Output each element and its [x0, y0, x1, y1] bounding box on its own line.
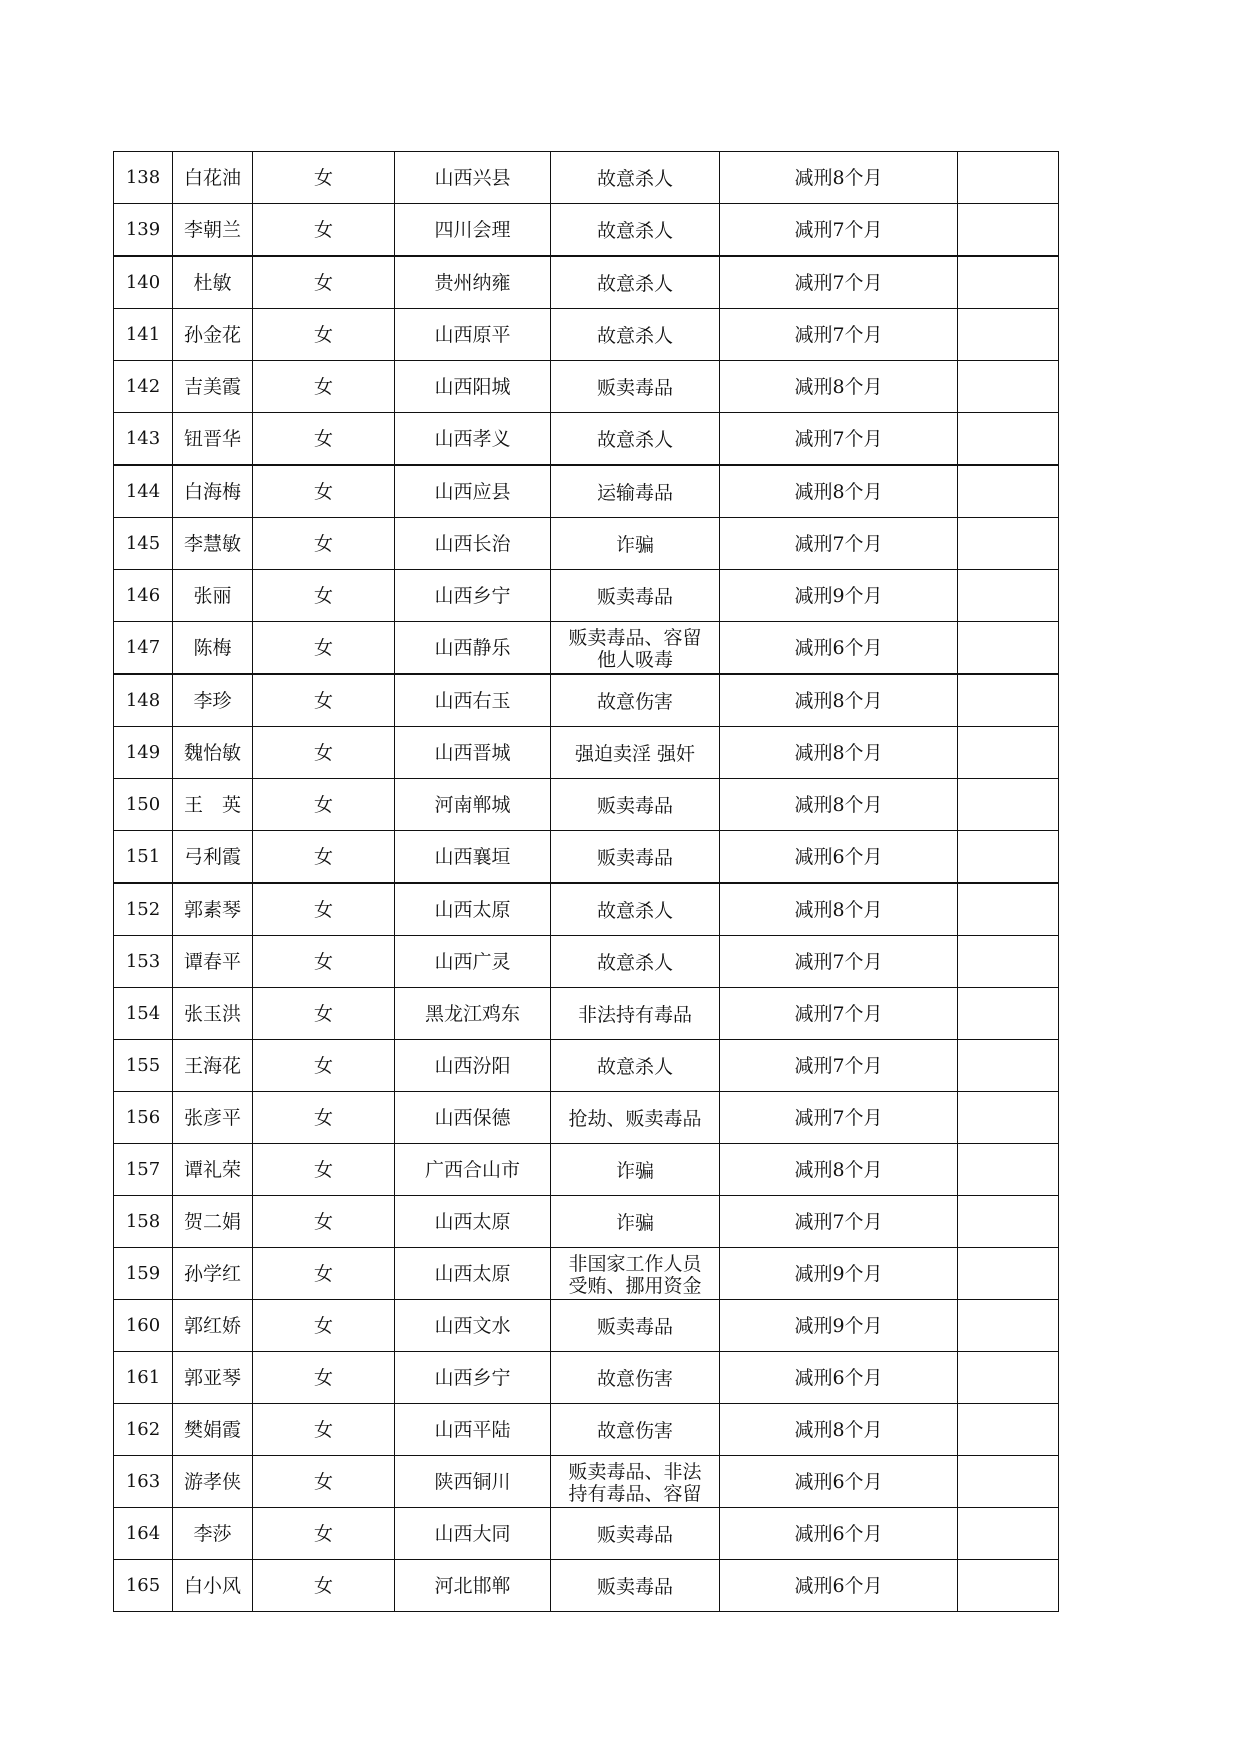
- crime-text: 贩卖毒品: [596, 585, 673, 608]
- row-number-cell: 158: [114, 1196, 173, 1248]
- remark-cell: [958, 622, 1059, 675]
- name-cell: 李朝兰: [173, 204, 253, 257]
- crime-text: 故意杀人: [596, 1055, 673, 1078]
- crime-text: 非国家工作人员受贿、挪用资金: [568, 1252, 702, 1297]
- name-cell: 李慧敏: [173, 518, 253, 570]
- table-row: [114, 883, 1059, 936]
- row-number-cell: 140: [114, 256, 173, 309]
- crime-text: 故意杀人: [596, 428, 673, 451]
- gender-cell: 女: [253, 1300, 395, 1352]
- crime-cell: [551, 361, 720, 413]
- crime-cell: [551, 1456, 720, 1508]
- name-cell: 孙金花: [173, 309, 253, 361]
- remark-cell: [958, 518, 1059, 570]
- name-cell: 谭春平: [173, 936, 253, 988]
- remark-cell: [958, 1508, 1059, 1560]
- remark-cell: [958, 727, 1059, 779]
- remark-cell: [958, 779, 1059, 831]
- remark-cell: [958, 309, 1059, 361]
- gender-cell: 女: [253, 1248, 395, 1300]
- crime-cell: [551, 1352, 720, 1404]
- origin-cell: 山西太原: [395, 883, 551, 936]
- reduction-cell: 减刑7个月: [720, 936, 958, 988]
- table-row: [114, 674, 1059, 727]
- table-row: [114, 1144, 1059, 1196]
- name-cell: 孙学红: [173, 1248, 253, 1300]
- reduction-cell: 减刑9个月: [720, 1248, 958, 1300]
- crime-cell: [551, 1092, 720, 1144]
- gender-cell: 女: [253, 570, 395, 622]
- name-cell: 郭素琴: [173, 883, 253, 936]
- table-row: [114, 1092, 1059, 1144]
- table-row: [114, 1508, 1059, 1560]
- row-number-cell: 139: [114, 204, 173, 257]
- crime-text: 贩卖毒品: [596, 1575, 673, 1598]
- origin-cell: 山西右玉: [395, 674, 551, 727]
- gender-cell: 女: [253, 1144, 395, 1196]
- reduction-cell: 减刑9个月: [720, 1300, 958, 1352]
- reduction-cell: 减刑7个月: [720, 413, 958, 466]
- reduction-cell: 减刑8个月: [720, 152, 958, 204]
- gender-cell: 女: [253, 204, 395, 257]
- crime-cell: [551, 309, 720, 361]
- remark-cell: [958, 1300, 1059, 1352]
- crime-text: 贩卖毒品: [596, 794, 673, 817]
- origin-cell: 山西保德: [395, 1092, 551, 1144]
- row-number-cell: 159: [114, 1248, 173, 1300]
- crime-cell: [551, 1560, 720, 1612]
- crime-text: 贩卖毒品: [596, 376, 673, 399]
- crime-cell: [551, 727, 720, 779]
- row-number-cell: 145: [114, 518, 173, 570]
- table-row: [114, 1352, 1059, 1404]
- reduction-cell: 减刑6个月: [720, 1560, 958, 1612]
- table-row: [114, 204, 1059, 257]
- table-row: [114, 413, 1059, 466]
- crime-text: 强迫卖淫 强奸: [574, 742, 696, 765]
- gender-cell: 女: [253, 309, 395, 361]
- crime-text: 贩卖毒品、容留他人吸毒: [568, 626, 702, 671]
- reduction-cell: 减刑6个月: [720, 831, 958, 884]
- reduction-cell: 减刑7个月: [720, 309, 958, 361]
- gender-cell: 女: [253, 1508, 395, 1560]
- gender-cell: 女: [253, 361, 395, 413]
- origin-cell: 山西兴县: [395, 152, 551, 204]
- name-cell: 游孝侠: [173, 1456, 253, 1508]
- name-cell: 弓利霞: [173, 831, 253, 884]
- reduction-cell: 减刑6个月: [720, 1508, 958, 1560]
- name-cell: 樊娟霞: [173, 1404, 253, 1456]
- reduction-cell: 减刑8个月: [720, 727, 958, 779]
- row-number-cell: 148: [114, 674, 173, 727]
- reduction-cell: 减刑8个月: [720, 674, 958, 727]
- row-number-cell: 162: [114, 1404, 173, 1456]
- table-row: [114, 1248, 1059, 1300]
- reduction-cell: 减刑7个月: [720, 256, 958, 309]
- row-number-cell: 150: [114, 779, 173, 831]
- name-cell: 谭礼荣: [173, 1144, 253, 1196]
- crime-text: 故意杀人: [596, 324, 673, 347]
- gender-cell: 女: [253, 518, 395, 570]
- row-number-cell: 141: [114, 309, 173, 361]
- table-row: [114, 570, 1059, 622]
- origin-cell: 山西静乐: [395, 622, 551, 675]
- table-row: [114, 1040, 1059, 1092]
- gender-cell: 女: [253, 1456, 395, 1508]
- crime-cell: [551, 1196, 720, 1248]
- reduction-cell: 减刑7个月: [720, 518, 958, 570]
- row-number-cell: 149: [114, 727, 173, 779]
- table-row: [114, 1456, 1059, 1508]
- remark-cell: [958, 1040, 1059, 1092]
- reduction-cell: 减刑8个月: [720, 1144, 958, 1196]
- name-cell: 张玉洪: [173, 988, 253, 1040]
- name-cell: 白花油: [173, 152, 253, 204]
- crime-cell: [551, 936, 720, 988]
- row-number-cell: 163: [114, 1456, 173, 1508]
- origin-cell: 山西阳城: [395, 361, 551, 413]
- name-cell: 郭亚琴: [173, 1352, 253, 1404]
- gender-cell: 女: [253, 1040, 395, 1092]
- remark-cell: [958, 1248, 1059, 1300]
- origin-cell: 山西晋城: [395, 727, 551, 779]
- origin-cell: 山西原平: [395, 309, 551, 361]
- origin-cell: 黑龙江鸡东: [395, 988, 551, 1040]
- crime-cell: [551, 622, 720, 675]
- origin-cell: 河北邯郸: [395, 1560, 551, 1612]
- origin-cell: 山西乡宁: [395, 1352, 551, 1404]
- table-row: [114, 727, 1059, 779]
- name-cell: 贺二娟: [173, 1196, 253, 1248]
- remark-cell: [958, 1352, 1059, 1404]
- crime-text: 运输毒品: [596, 481, 673, 504]
- remark-cell: [958, 256, 1059, 309]
- table-row: [114, 361, 1059, 413]
- table-row: [114, 256, 1059, 309]
- name-cell: 陈梅: [173, 622, 253, 675]
- remark-cell: [958, 413, 1059, 466]
- remark-cell: [958, 1456, 1059, 1508]
- origin-cell: 山西平陆: [395, 1404, 551, 1456]
- table-row: [114, 779, 1059, 831]
- gender-cell: 女: [253, 622, 395, 675]
- crime-text: 诈骗: [615, 1159, 654, 1182]
- gender-cell: 女: [253, 1560, 395, 1612]
- origin-cell: 山西孝义: [395, 413, 551, 466]
- crime-cell: [551, 883, 720, 936]
- crime-text: 故意伤害: [596, 690, 673, 713]
- reduction-cell: 减刑7个月: [720, 1040, 958, 1092]
- origin-cell: 山西大同: [395, 1508, 551, 1560]
- gender-cell: 女: [253, 1092, 395, 1144]
- reduction-cell: 减刑8个月: [720, 883, 958, 936]
- origin-cell: 四川会理: [395, 204, 551, 257]
- table-row: [114, 622, 1059, 675]
- row-number-cell: 161: [114, 1352, 173, 1404]
- crime-cell: [551, 570, 720, 622]
- gender-cell: 女: [253, 988, 395, 1040]
- crime-text: 贩卖毒品: [596, 1315, 673, 1338]
- row-number-cell: 154: [114, 988, 173, 1040]
- origin-cell: 山西广灵: [395, 936, 551, 988]
- reduction-cell: 减刑7个月: [720, 1092, 958, 1144]
- crime-text: 故意杀人: [596, 272, 673, 295]
- crime-text: 诈骗: [615, 1211, 654, 1234]
- crime-cell: [551, 204, 720, 257]
- crime-text: 抢劫、贩卖毒品: [568, 1107, 702, 1130]
- reduction-cell: 减刑6个月: [720, 1352, 958, 1404]
- gender-cell: 女: [253, 1196, 395, 1248]
- crime-cell: [551, 413, 720, 466]
- reduction-cell: 减刑8个月: [720, 361, 958, 413]
- crime-cell: [551, 1508, 720, 1560]
- sentence-reduction-table: [113, 151, 1059, 1612]
- table-row: [114, 936, 1059, 988]
- crime-cell: [551, 779, 720, 831]
- table-row: [114, 1404, 1059, 1456]
- reduction-cell: 减刑7个月: [720, 204, 958, 257]
- crime-text: 故意杀人: [596, 167, 673, 190]
- table-row: [114, 831, 1059, 884]
- remark-cell: [958, 1092, 1059, 1144]
- row-number-cell: 142: [114, 361, 173, 413]
- gender-cell: 女: [253, 936, 395, 988]
- crime-cell: [551, 518, 720, 570]
- name-cell: 李珍: [173, 674, 253, 727]
- crime-text: 故意杀人: [596, 219, 673, 242]
- remark-cell: [958, 465, 1059, 518]
- table-row: [114, 988, 1059, 1040]
- remark-cell: [958, 1196, 1059, 1248]
- remark-cell: [958, 1144, 1059, 1196]
- origin-cell: 山西应县: [395, 465, 551, 518]
- table-row: [114, 1300, 1059, 1352]
- name-cell: 杜敏: [173, 256, 253, 309]
- gender-cell: 女: [253, 256, 395, 309]
- crime-text: 故意伤害: [596, 1367, 673, 1390]
- table-row: [114, 465, 1059, 518]
- name-cell: 白海梅: [173, 465, 253, 518]
- row-number-cell: 147: [114, 622, 173, 675]
- remark-cell: [958, 936, 1059, 988]
- row-number-cell: 143: [114, 413, 173, 466]
- remark-cell: [958, 570, 1059, 622]
- table-body: [114, 152, 1059, 1612]
- crime-text: 贩卖毒品: [596, 1523, 673, 1546]
- crime-text: 诈骗: [615, 533, 654, 556]
- remark-cell: [958, 883, 1059, 936]
- table-row: [114, 309, 1059, 361]
- crime-cell: [551, 1404, 720, 1456]
- table-row: [114, 518, 1059, 570]
- crime-cell: [551, 674, 720, 727]
- crime-cell: [551, 988, 720, 1040]
- gender-cell: 女: [253, 831, 395, 884]
- table-row: [114, 152, 1059, 204]
- origin-cell: 山西汾阳: [395, 1040, 551, 1092]
- crime-text: 故意杀人: [596, 899, 673, 922]
- crime-text: 故意杀人: [596, 951, 673, 974]
- origin-cell: 山西太原: [395, 1248, 551, 1300]
- gender-cell: 女: [253, 727, 395, 779]
- name-cell: 白小风: [173, 1560, 253, 1612]
- crime-cell: [551, 1144, 720, 1196]
- gender-cell: 女: [253, 1404, 395, 1456]
- crime-text: 贩卖毒品: [596, 846, 673, 869]
- origin-cell: 山西太原: [395, 1196, 551, 1248]
- reduction-cell: 减刑8个月: [720, 1404, 958, 1456]
- row-number-cell: 152: [114, 883, 173, 936]
- name-cell: 郭红娇: [173, 1300, 253, 1352]
- crime-cell: [551, 1300, 720, 1352]
- row-number-cell: 165: [114, 1560, 173, 1612]
- name-cell: 王 英: [173, 779, 253, 831]
- name-cell: 张彦平: [173, 1092, 253, 1144]
- gender-cell: 女: [253, 779, 395, 831]
- gender-cell: 女: [253, 413, 395, 466]
- crime-cell: [551, 465, 720, 518]
- name-cell: 魏怡敏: [173, 727, 253, 779]
- gender-cell: 女: [253, 1352, 395, 1404]
- row-number-cell: 138: [114, 152, 173, 204]
- reduction-cell: 减刑9个月: [720, 570, 958, 622]
- name-cell: 钮晋华: [173, 413, 253, 466]
- crime-cell: [551, 256, 720, 309]
- crime-text: 贩卖毒品、非法持有毒品、容留: [568, 1460, 702, 1505]
- row-number-cell: 144: [114, 465, 173, 518]
- reduction-cell: 减刑6个月: [720, 1456, 958, 1508]
- crime-text: 非法持有毒品: [577, 1003, 692, 1026]
- origin-cell: 山西乡宁: [395, 570, 551, 622]
- reduction-cell: 减刑8个月: [720, 779, 958, 831]
- name-cell: 王海花: [173, 1040, 253, 1092]
- row-number-cell: 157: [114, 1144, 173, 1196]
- origin-cell: 河南郸城: [395, 779, 551, 831]
- crime-cell: [551, 152, 720, 204]
- name-cell: 李莎: [173, 1508, 253, 1560]
- table-row: [114, 1560, 1059, 1612]
- origin-cell: 广西合山市: [395, 1144, 551, 1196]
- remark-cell: [958, 1404, 1059, 1456]
- origin-cell: 山西襄垣: [395, 831, 551, 884]
- origin-cell: 山西文水: [395, 1300, 551, 1352]
- remark-cell: [958, 152, 1059, 204]
- crime-cell: [551, 831, 720, 884]
- remark-cell: [958, 988, 1059, 1040]
- remark-cell: [958, 831, 1059, 884]
- row-number-cell: 151: [114, 831, 173, 884]
- row-number-cell: 155: [114, 1040, 173, 1092]
- reduction-cell: 减刑6个月: [720, 622, 958, 675]
- gender-cell: 女: [253, 152, 395, 204]
- remark-cell: [958, 361, 1059, 413]
- remark-cell: [958, 1560, 1059, 1612]
- origin-cell: 陕西铜川: [395, 1456, 551, 1508]
- reduction-cell: 减刑7个月: [720, 988, 958, 1040]
- reduction-cell: 减刑7个月: [720, 1196, 958, 1248]
- row-number-cell: 146: [114, 570, 173, 622]
- crime-cell: [551, 1248, 720, 1300]
- remark-cell: [958, 674, 1059, 727]
- gender-cell: 女: [253, 465, 395, 518]
- name-cell: 吉美霞: [173, 361, 253, 413]
- reduction-cell: 减刑8个月: [720, 465, 958, 518]
- gender-cell: 女: [253, 883, 395, 936]
- remark-cell: [958, 204, 1059, 257]
- crime-cell: [551, 1040, 720, 1092]
- row-number-cell: 156: [114, 1092, 173, 1144]
- name-cell: 张丽: [173, 570, 253, 622]
- origin-cell: 山西长治: [395, 518, 551, 570]
- gender-cell: 女: [253, 674, 395, 727]
- crime-text: 故意伤害: [596, 1419, 673, 1442]
- row-number-cell: 153: [114, 936, 173, 988]
- row-number-cell: 160: [114, 1300, 173, 1352]
- table-row: [114, 1196, 1059, 1248]
- origin-cell: 贵州纳雍: [395, 256, 551, 309]
- row-number-cell: 164: [114, 1508, 173, 1560]
